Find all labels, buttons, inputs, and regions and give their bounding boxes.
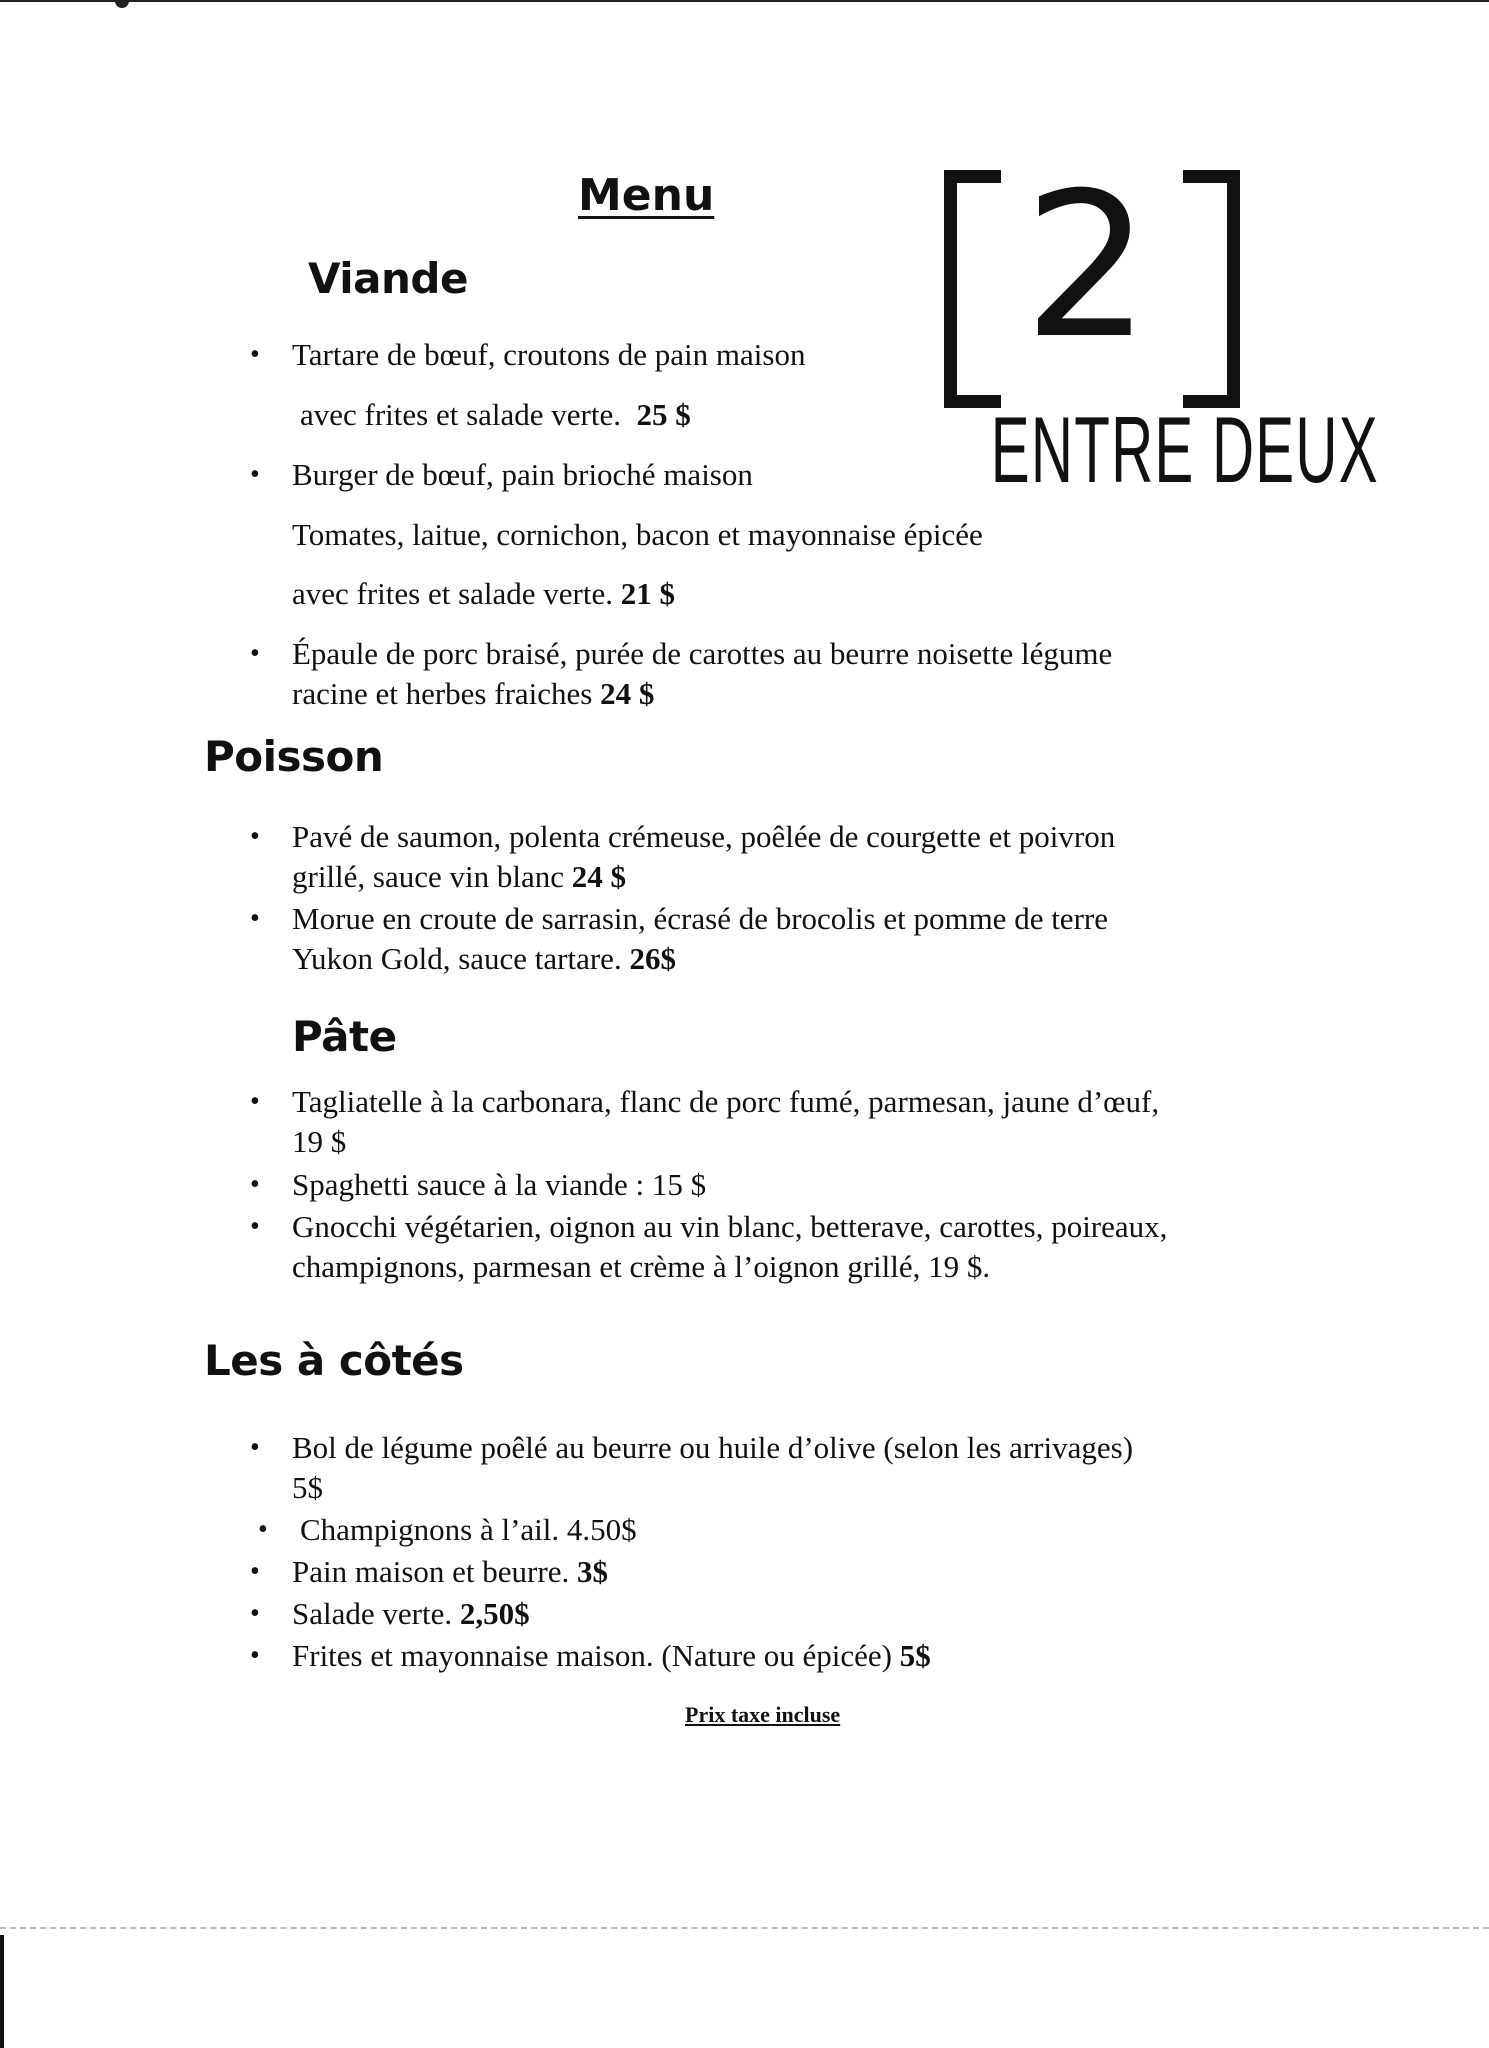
- menu-item-line: • Tartare de bœuf, croutons de pain maison: [292, 335, 805, 375]
- page-title: Menu: [578, 170, 715, 221]
- logo-number: 2: [1023, 150, 1151, 383]
- menu-item-price: 24 $: [600, 676, 655, 711]
- scan-border-top: [0, 0, 1489, 2]
- menu-item-price: 21 $: [620, 576, 676, 611]
- menu-item-line: Tomates, laitue, cornichon, bacon et mayonnaise épicée: [292, 517, 983, 552]
- scan-edge: [0, 1935, 4, 2048]
- menu-item-price: 24 $: [571, 859, 627, 894]
- menu-item-line: • Bol de légume poêlé au beurre ou huile d’olive (selon les arrivages): [292, 1428, 1133, 1468]
- menu-item-line: • Frites et mayonnaise maison. (Nature ou épicée) 5$: [292, 1636, 931, 1676]
- menu-item-line: avec frites et salade verte. 25 $: [300, 397, 691, 432]
- section-heading-viande: Viande: [308, 254, 468, 303]
- section-heading-pate: Pâte: [292, 1012, 397, 1061]
- menu-item-line: • Pavé de saumon, polenta crémeuse, poêlée de courgette et poivron: [292, 817, 1115, 857]
- footer-note: Prix taxe incluse: [685, 1702, 841, 1727]
- menu-item-line: • Burger de bœuf, pain brioché maison: [292, 455, 753, 495]
- menu-item-price: 5$: [899, 1638, 931, 1673]
- menu-item-line: • Salade verte. 2,50$: [292, 1594, 530, 1634]
- logo-right-bracket: [1183, 170, 1240, 408]
- menu-item-line: • Épaule de porc braisé, purée de carottes au beurre noisette légume: [292, 634, 1112, 674]
- menu-item-line: Yukon Gold, sauce tartare. 26$: [292, 941, 676, 976]
- menu-item-line: 5$: [292, 1470, 323, 1505]
- menu-item-line: racine et herbes fraiches 24 $: [292, 676, 655, 711]
- menu-item-price: 26$: [629, 941, 676, 976]
- section-heading-poisson: Poisson: [204, 732, 384, 781]
- scan-border-bottom: [0, 1927, 1489, 1929]
- scan-mark: [115, 0, 129, 8]
- menu-item-line: avec frites et salade verte. 21 $: [292, 576, 676, 611]
- menu-item-price: 25 $: [636, 397, 691, 432]
- logo-left-bracket: [944, 170, 1001, 408]
- menu-item-line: • Gnocchi végétarien, oignon au vin blanc, betterave, carottes, poireaux,: [292, 1207, 1167, 1247]
- menu-item-line: grillé, sauce vin blanc 24 $: [292, 859, 627, 894]
- menu-item-line: • Spaghetti sauce à la viande : 15 $: [292, 1165, 706, 1205]
- restaurant-logo: [930, 150, 1379, 502]
- menu-item-price: 3$: [576, 1554, 608, 1589]
- menu-item-line: • Morue en croute de sarrasin, écrasé de brocolis et pomme de terre: [292, 899, 1108, 939]
- menu-item-line: • Pain maison et beurre. 3$: [292, 1552, 608, 1592]
- menu-item-line: • Champignons à l’ail. 4.50$: [300, 1510, 637, 1550]
- menu-item-price: 2,50$: [459, 1596, 530, 1631]
- menu-item-line: • Tagliatelle à la carbonara, flanc de porc fumé, parmesan, jaune d’œuf,: [292, 1082, 1159, 1122]
- menu-item-line: champignons, parmesan et crème à l’oignon grillé, 19 $.: [292, 1249, 991, 1284]
- menu-item-line: 19 $: [292, 1124, 347, 1159]
- section-heading-cotes: Les à côtés: [204, 1336, 464, 1385]
- logo-name: ENTRE DEUX: [990, 397, 1379, 502]
